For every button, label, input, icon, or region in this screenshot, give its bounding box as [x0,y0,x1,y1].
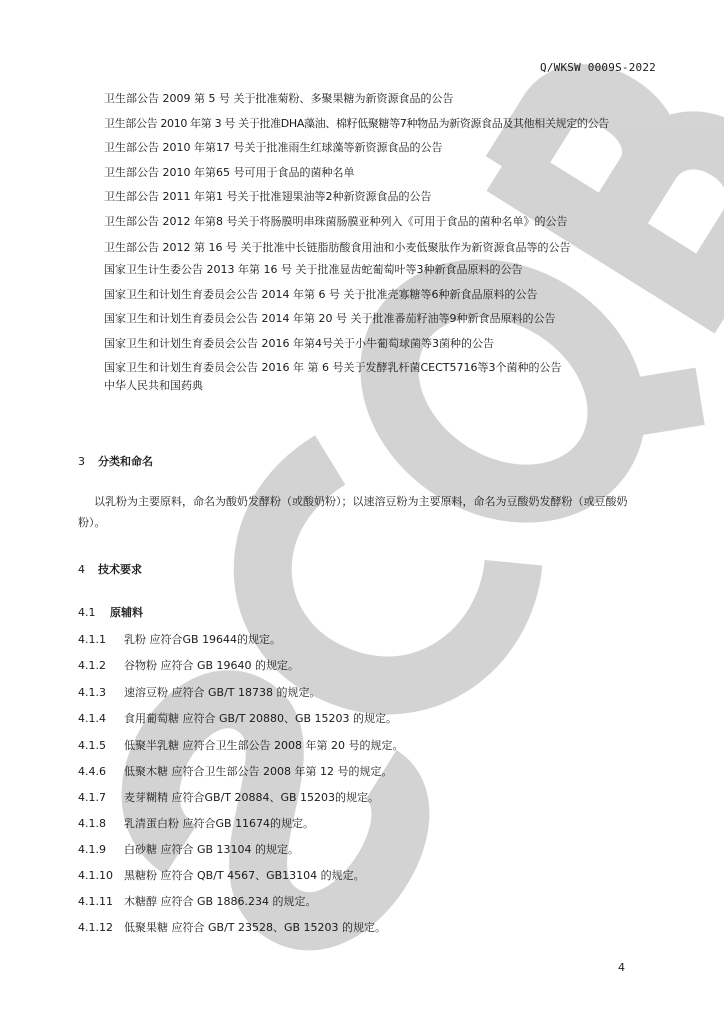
reference-item: 卫生部公告 2011 年第1 号关于批准翅果油等2种新资源食品的公告 [104,190,432,203]
reference-item: 卫生部公告 2012 年第8 号关于将肠膜明串珠菌肠膜亚种列入《可用于食品的菌种名单》的公告 [104,214,568,228]
reference-item: 中华人民共和国药典 [104,379,203,392]
reference-item: 卫生部公告 2009 第 5 号 关于批准菊粉、多聚果糖为新资源食品的公告 [104,92,454,105]
clause-item: 4.1.7 麦芽糊精 应符合GB/T 20884、GB 15203的规定。 [78,791,380,804]
reference-item: 卫生部公告 2010 年第17 号关于批准雨生红球藻等新资源食品的公告 [104,141,443,154]
classification-paragraph: 以乳粉为主要原料，命名为酸奶发酵粉（或酸奶粉）；以速溶豆粉为主要原料，命名为豆酸奶发酵粉（或豆酸奶粉）。 [78,495,628,529]
document-code: Q/WKSW 0009S-2022 [540,61,656,74]
clause-item: 4.1.9 白砂糖 应符合 GB 13104 的规定。 [78,843,300,856]
section-title: 技术要求 [98,563,142,576]
reference-item: 卫生部公告 2012 第 16 号 关于批准中长链脂肪酸食用油和小麦低聚肽作为新资源食品等的公告 [104,241,571,254]
clause-item: 4.4.6 低聚木糖 应符合卫生部公告 2008 年第 12 号的规定。 [78,765,393,778]
subsection-number: 4.1 [78,606,96,619]
clause-item: 4.1.11 木糖醇 应符合 GB 1886.234 的规定。 [78,895,317,908]
clause-item: 4.1.3 速溶豆粉 应符合 GB/T 18738 的规定。 [78,686,321,699]
clause-item: 4.1.1 乳粉 应符合GB 19644的规定。 [78,633,282,646]
subsection-4-1-heading [78,604,143,620]
clause-item: 4.1.12 低聚果糖 应符合 GB/T 23528、GB 15203 的规定。 [78,921,387,934]
reference-item: 国家卫生和计划生育委员会公告 2016 年 第 6 号关于发酵乳杆菌CECT5716等3个菌种的公告 [104,361,562,374]
clause-item: 4.1.8 乳清蛋白粉 应符合GB 11674的规定。 [78,817,315,830]
clause-item: 4.1.4 食用葡萄糖 应符合 GB/T 20880、GB 15203 的规定。 [78,712,398,725]
page-number: 4 [618,961,625,974]
reference-item: 国家卫生和计划生育委员会公告 2014 年第 6 号 关于批准壳寡糖等6种新食品原料的公告 [104,287,538,301]
reference-item: 国家卫生和计划生育委员会公告 2014 年第 20 号 关于批准番茄籽油等9种新食品原料的公告 [104,312,556,325]
reference-item: 卫生部公告 2010 年第 3 号 关于批准DHA藻油、棉籽低聚糖等7种物品为新资源食品及其他相关规定的公告 [104,116,609,130]
normative-references-list [104,90,649,402]
reference-item: 国家卫生和计划生育委员会公告 2016 年第4号关于小牛葡萄球菌等3菌种的公告 [104,336,494,350]
reference-item: 卫生部公告 2010 年第65 号可用于食品的菌种名单 [104,165,355,179]
section-3-heading [78,453,153,469]
section-4-heading [78,561,142,577]
section-number: 4 [78,563,85,576]
clause-item: 4.1.2 谷物粉 应符合 GB 19640 的规定。 [78,659,300,672]
section-number: 3 [78,455,85,468]
clause-item: 4.1.10 黑糖粉 应符合 QB/T 4567、GB13104 的规定。 [78,869,365,882]
reference-item: 国家卫生计生委公告 2013 年第 16 号 关于批准显齿蛇葡萄叶等3种新食品原料的公告 [104,263,523,276]
clause-item: 4.1.5 低聚半乳糖 应符合卫生部公告 2008 年第 20 号的规定。 [78,739,404,752]
subsection-title: 原辅料 [110,606,143,619]
section-title: 分类和命名 [98,455,153,468]
